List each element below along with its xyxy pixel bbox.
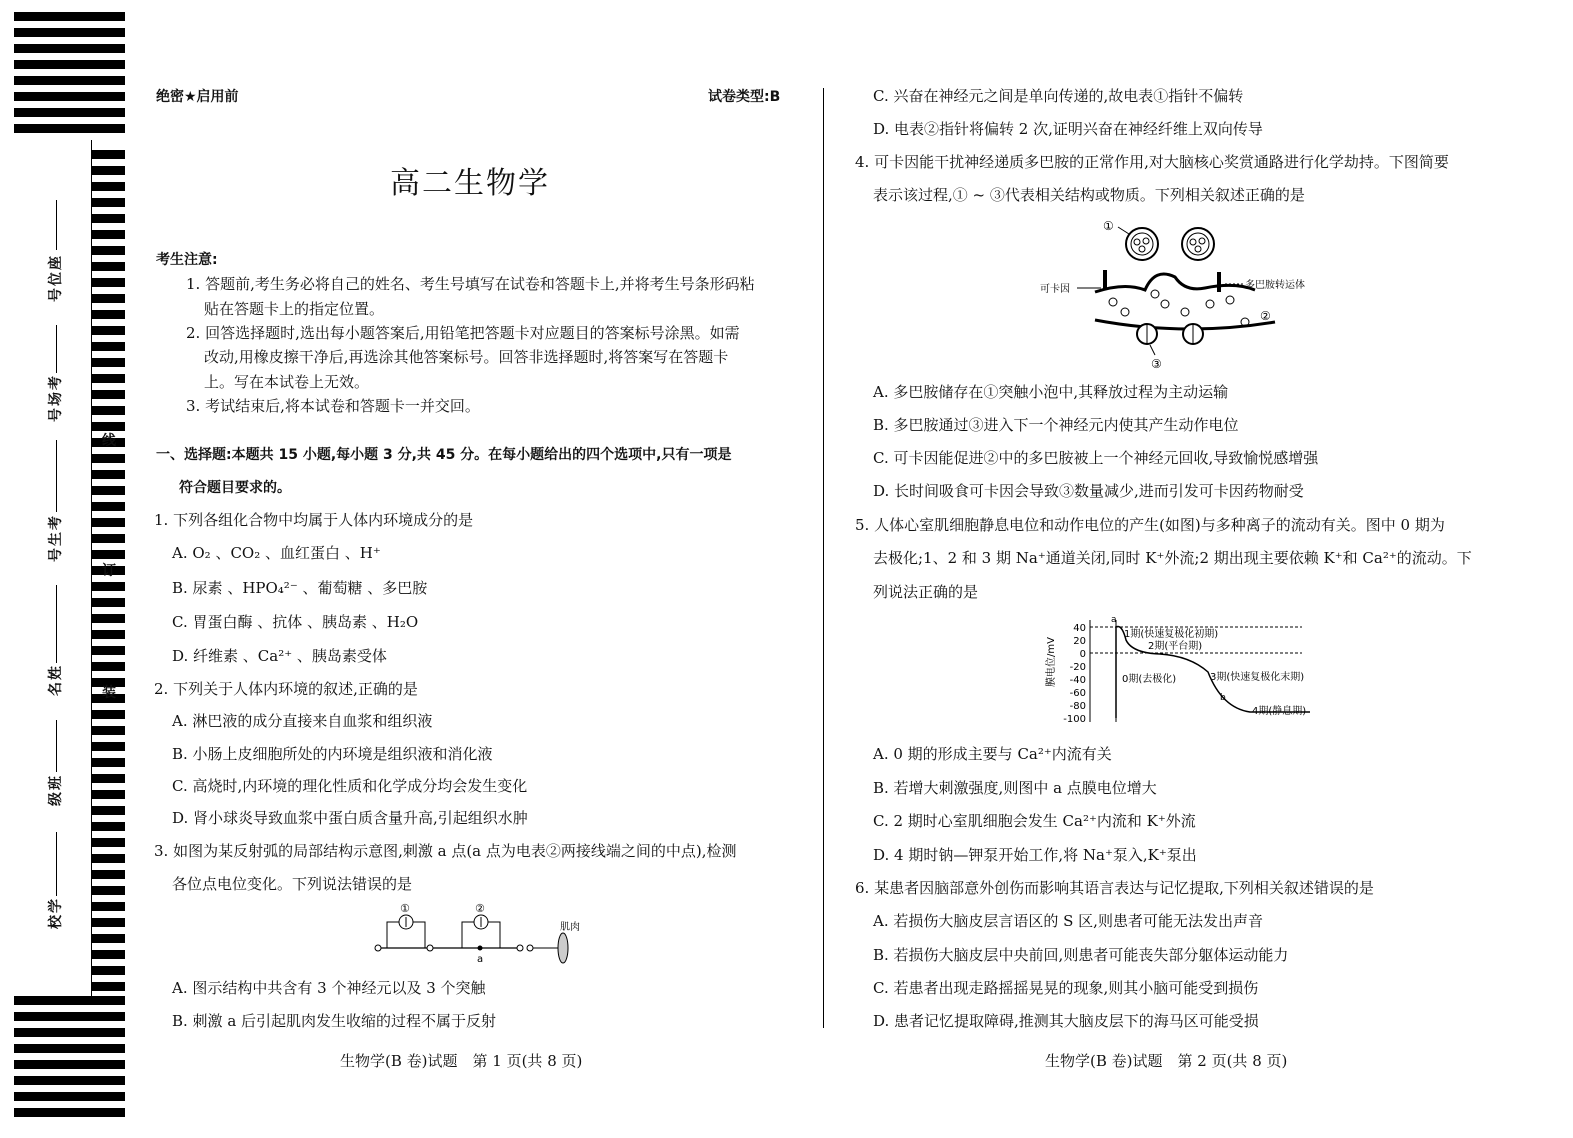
label-1: ①	[1103, 219, 1114, 233]
option: A. O₂ 、CO₂ 、血红蛋白 、H⁺	[172, 544, 381, 562]
question-stem-cont: 去极化;1、2 和 3 期 Na⁺通道关闭,同时 K⁺外流;2 期出现主要依赖 K⁺和 Ca²⁺的流动。下	[873, 549, 1472, 567]
binding-char-fix: 装	[102, 685, 116, 701]
label-2: ②	[1260, 309, 1271, 323]
school-line[interactable]	[56, 832, 57, 896]
option: B. 尿素 、HPO₄²⁻ 、葡萄糖 、多巴胺	[172, 579, 428, 597]
option: B. 小肠上皮细胞所处的内环境是组织液和消化液	[172, 745, 493, 763]
notice-item: 1. 答题前,考生务必将自己的姓名、考生号填写在试卷和答题卡上,并将考生号条形码粘	[186, 275, 755, 293]
option: D. 患者记忆提取障碍,推测其大脑皮层下的海马区可能受损	[873, 1012, 1259, 1030]
option: D. 4 期时钠—钾泵开始工作,将 Na⁺泵入,K⁺泵出	[873, 846, 1197, 864]
phase-2-label: 2期(平台期)	[1148, 641, 1203, 652]
section-heading: 一、选择题:本题共 15 小题,每小题 3 分,共 45 分。在每小题给出的四个选项中,只有一项是	[156, 447, 732, 463]
transporter-label: 多巴胺转运体	[1245, 280, 1305, 291]
question-stem: 2. 下列关于人体内环境的叙述,正确的是	[154, 680, 418, 698]
option: A. 0 期的形成主要与 Ca²⁺内流有关	[873, 745, 1112, 763]
meter-2-label: ②	[475, 902, 485, 915]
option: A. 淋巴液的成分直接来自血浆和组织液	[172, 712, 433, 730]
y-tick-label: -40	[1069, 675, 1086, 686]
footer-right: 生物学(B 卷)试题 第 2 页(共 8 页)	[1045, 1052, 1288, 1070]
question-stem: 1. 下列各组化合物中均属于人体内环境成分的是	[154, 511, 474, 529]
option: C. 兴奋在神经元之间是单向传递的,故电表①指针不偏转	[873, 87, 1244, 105]
phase-4-label: 4期(静息期)	[1252, 706, 1307, 717]
muscle-label: 肌肉	[560, 922, 580, 933]
exam-no-line[interactable]	[56, 440, 57, 512]
action-potential-figure	[1040, 612, 1320, 732]
class-line[interactable]	[56, 720, 57, 772]
exam-room-label: 考 场 号	[48, 376, 64, 422]
seat-line[interactable]	[56, 200, 57, 250]
option: B. 若损伤大脑皮层中央前回,则患者可能丧失部分躯体运动能力	[873, 946, 1289, 964]
option: D. 纤维素 、Ca²⁺ 、胰岛素受体	[172, 647, 387, 665]
binding-line-left	[91, 140, 92, 1000]
y-tick-label: -100	[1063, 714, 1086, 725]
option: C. 胃蛋白酶 、抗体 、胰岛素 、H₂O	[172, 613, 419, 631]
y-tick-label: -20	[1069, 662, 1086, 673]
exam-room-line[interactable]	[56, 325, 57, 373]
option: C. 2 期时心室肌细胞会发生 Ca²⁺内流和 K⁺外流	[873, 812, 1196, 830]
option: A. 若损伤大脑皮层言语区的 S 区,则患者可能无法发出声音	[873, 912, 1263, 930]
meter-1-label: ①	[400, 902, 410, 915]
phase-1-label: 1期(快速复极化初期)	[1124, 629, 1219, 640]
y-axis-label: 膜电位/mV	[1046, 637, 1057, 687]
phase-3-label: 3期(快速复极化末期)	[1210, 672, 1305, 683]
question-stem-cont: 表示该过程,① ~ ③代表相关结构或物质。下列相关叙述正确的是	[873, 186, 1305, 204]
phase-0-label: 0期(去极化)	[1122, 674, 1177, 685]
notice-item: 贴在答题卡上的指定位置。	[204, 300, 385, 318]
option: D. 电表②指针将偏转 2 次,证明兴奋在神经纤维上双向传导	[873, 120, 1263, 138]
question-stem: 6. 某患者因脑部意外创伤而影响其语言表达与记忆提取,下列相关叙述错误的是	[855, 879, 1374, 897]
option: D. 长时间吸食可卡因会导致③数量减少,进而引发可卡因药物耐受	[873, 482, 1304, 500]
label-3: ③	[1151, 357, 1162, 371]
barcode-bottom	[14, 996, 125, 1124]
question-stem: 5. 人体心室肌细胞静息电位和动作电位的产生(如图)与多种离子的流动有关。图中 0 期为	[855, 516, 1445, 534]
binding-char-line: 线	[102, 433, 116, 449]
notice-item: 改动,用橡皮擦干净后,再选涂其他答案标号。回答非选择题时,将答案写在答题卡	[204, 348, 729, 366]
paper-type: 试卷类型:B	[708, 89, 781, 105]
name-label: 姓 名	[48, 666, 64, 696]
option: B. 多巴胺通过③进入下一个神经元内使其产生动作电位	[873, 416, 1239, 434]
notice-item: 2. 回答选择题时,选出每小题答案后,用铅笔把答题卡对应题目的答案标号涂黑。如需	[186, 324, 740, 342]
binding-char-order: 订	[102, 563, 116, 579]
section-heading-cont: 符合题目要求的。	[179, 480, 291, 496]
notice-item: 上。写在本试卷上无效。	[204, 373, 370, 391]
class-label: 班 级	[48, 776, 64, 806]
point-b-label: b	[1220, 693, 1226, 703]
question-stem: 4. 可卡因能干扰神经递质多巴胺的正常作用,对大脑核心奖赏通路进行化学劫持。下图简要	[855, 153, 1449, 171]
option: C. 可卡因能促进②中的多巴胺被上一个神经元回收,导致愉悦感增强	[873, 449, 1319, 467]
page-title: 高二生物学	[390, 166, 550, 201]
column-divider	[823, 88, 824, 1028]
cocaine-label: 可卡因	[1040, 284, 1070, 295]
question-stem-cont: 各位点电位变化。下列说法错误的是	[172, 875, 413, 893]
y-tick-label: -60	[1069, 688, 1086, 699]
question-stem-cont: 列说法正确的是	[873, 583, 979, 601]
y-tick-label: -80	[1069, 701, 1086, 712]
option: D. 肾小球炎导致血浆中蛋白质含量升高,引起组织水肿	[172, 809, 528, 827]
exam-no-label: 考 生 号	[48, 516, 64, 562]
synapse-figure	[1035, 212, 1335, 372]
y-tick-label: 20	[1073, 636, 1086, 647]
point-a-label: a	[477, 954, 484, 965]
notice-heading: 考生注意:	[156, 252, 218, 268]
name-line[interactable]	[56, 585, 57, 663]
option: C. 若患者出现走路摇摇晃晃的现象,则其小脑可能受到损伤	[873, 979, 1259, 997]
school-label: 学 校	[48, 899, 64, 929]
reflex-arc-figure	[370, 900, 590, 970]
option: A. 多巴胺储存在①突触小泡中,其释放过程为主动运输	[873, 383, 1229, 401]
secret-label: 绝密★启用前	[156, 89, 239, 105]
option: A. 图示结构中共含有 3 个神经元以及 3 个突触	[172, 979, 486, 997]
barcode-top	[14, 12, 125, 140]
notice-item: 3. 考试结束后,将本试卷和答题卡一并交回。	[186, 397, 480, 415]
question-stem: 3. 如图为某反射弧的局部结构示意图,刺激 a 点(a 点为电表②两接线端之间的中点),检测	[154, 842, 737, 860]
y-tick-label: 40	[1073, 623, 1086, 634]
y-tick-label: 0	[1079, 649, 1086, 660]
option: B. 若增大刺激强度,则图中 a 点膜电位增大	[873, 779, 1157, 797]
point-a-label: a	[1111, 615, 1117, 625]
option: C. 高烧时,内环境的理化性质和化学成分均会发生变化	[172, 777, 528, 795]
footer-left: 生物学(B 卷)试题 第 1 页(共 8 页)	[340, 1052, 583, 1070]
option: B. 刺激 a 后引起肌肉发生收缩的过程不属于反射	[172, 1012, 497, 1030]
seat-label: 座 位 号	[48, 256, 64, 302]
